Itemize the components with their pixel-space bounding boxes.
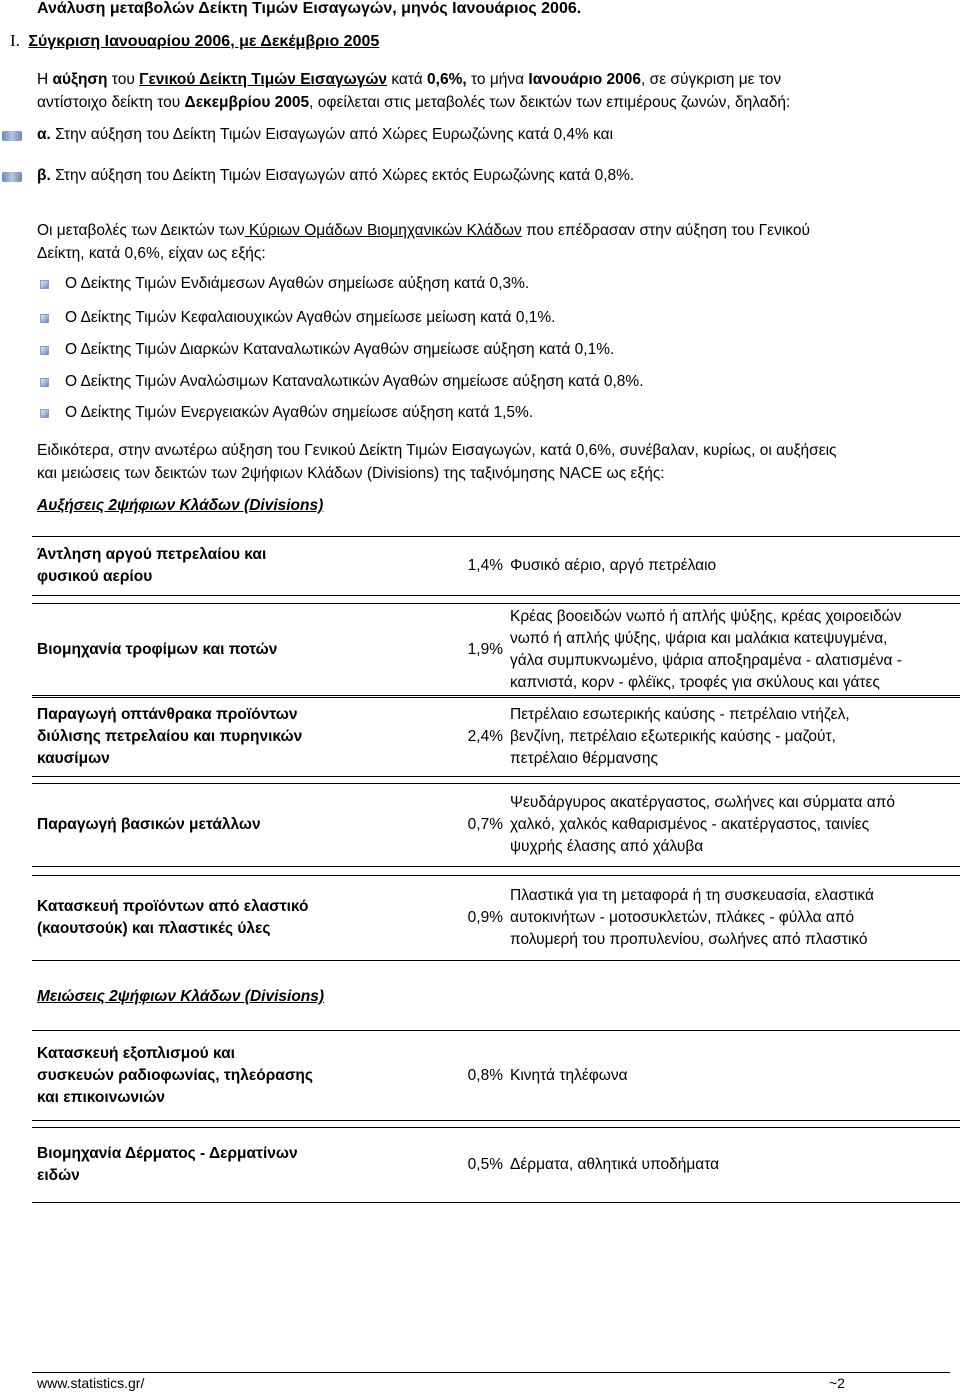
table-row — [32, 784, 960, 867]
specific-paragraph: Ειδικότερα, στην ανωτέρω αύξηση του Γενικού Δείκτη Τιμών Εισαγωγών, κατά 0,6%, συνέβαλαν, κυρίως, οι αυξήσεις και μειώσεις των δεικτών των 2ψήφιων Κλάδων (Divisions) της ταξινόμησης NACE ως εξής: — [37, 442, 837, 482]
section-numeral: I. — [10, 31, 20, 50]
intro-paragraph — [37, 68, 957, 114]
list-item: Ο Δείκτης Τιμών Κεφαλαιουχικών Αγαθών σημείωσε μείωση κατά 0,1%. — [37, 309, 937, 327]
division-desc: Πλαστικά για τη μεταφορά ή τη συσκευασία, ελαστικά αυτοκινήτων - μοτοσυκλετών, πλάκες - φύλλα από πολυμερή του προπυλενίου, σωλήνες από πλαστικό — [506, 876, 960, 961]
bullet-icon — [2, 172, 22, 182]
section-heading — [10, 31, 379, 51]
division-pct: 0,8% — [437, 1031, 506, 1121]
division-name: Βιομηχανία Δέρματος - Δερματίνων ειδών — [32, 1128, 437, 1203]
bullet-icon — [40, 346, 49, 355]
intro-line-1: Η αύξηση του Γενικού Δείκτη Τιμών Εισαγωγών κατά 0,6%, το μήνα Ιανουάριο 2006, σε σύγκριση με τον — [37, 71, 782, 88]
table-row — [32, 1128, 960, 1203]
table-row — [32, 1031, 960, 1121]
division-desc: Κινητά τηλέφωνα — [506, 1031, 960, 1121]
list-item: Ο Δείκτης Τιμών Διαρκών Καταναλωτικών Αγαθών σημείωσε αύξηση κατά 0,1%. — [37, 341, 937, 359]
division-pct: 2,4% — [437, 698, 506, 777]
division-name: Άντληση αργού πετρελαίου και φυσικού αερίου — [32, 537, 437, 596]
division-pct: 1,4% — [437, 537, 506, 596]
division-pct: 0,5% — [437, 1128, 506, 1203]
bullet-icon — [40, 314, 49, 323]
division-desc: Ψευδάργυρος ακατέργαστος, σωλήνες και σύρματα από χαλκό, χαλκός καθαρισμένος - ακατέργαστος, ταινίες ψυχρής έλασης από χάλυβα — [506, 784, 960, 867]
division-pct: 0,9% — [437, 876, 506, 961]
table-row — [32, 698, 960, 777]
division-pct: 1,9% — [437, 604, 506, 696]
division-pct: 0,7% — [437, 784, 506, 867]
division-desc: Δέρματα, αθλητικά υποδήματα — [506, 1128, 960, 1203]
page-title: Ανάλυση μεταβολών Δείκτη Τιμών Εισαγωγών, μηνός Ιανουάριος 2006. — [37, 0, 582, 17]
table-row — [32, 876, 960, 961]
table-row — [32, 604, 960, 696]
page-number: ~2 — [829, 1375, 845, 1391]
list-item: Ο Δείκτης Τιμών Αναλώσιμων Καταναλωτικών Αγαθών σημείωσε αύξηση κατά 0,8%. — [37, 373, 937, 391]
increases-heading: Αυξήσεις 2ψήφιων Κλάδων (Divisions) — [37, 497, 324, 514]
division-desc: Κρέας βοοειδών νωπό ή απλής ψύξης, κρέας χοιροειδών νωπό ή απλής ψύξης, ψάρια και μαλάκια κατεψυγμένα, γάλα συμπυκνωμένο, ψάρια αποξηραμένα - αλατισμένα - καπνιστά, κορν - φλέϊκς, τροφές για σκύλους και γάτες — [506, 604, 960, 696]
bullet-icon — [40, 378, 49, 387]
division-name: Βιομηχανία τροφίμων και ποτών — [32, 604, 437, 696]
bullet-icon — [40, 409, 49, 418]
decreases-heading: Μειώσεις 2ψήφιων Κλάδων (Divisions) — [37, 988, 325, 1005]
section-title: Σύγκριση Ιανουαρίου 2006, με Δεκέμβριο 2005 — [28, 33, 380, 50]
division-name: Κατασκευή εξοπλισμού και συσκευών ραδιοφωνίας, τηλεόρασης και επικοινωνιών — [32, 1031, 437, 1121]
division-name: Παραγωγή οπτάνθρακα προϊόντων διύλισης πετρελαίου και πυρηνικών καυσίμων — [32, 698, 437, 777]
division-name: Κατασκευή προϊόντων από ελαστικό (καουτσούκ) και πλαστικές ύλες — [32, 876, 437, 961]
decreases-table — [32, 1030, 960, 1203]
footer-url: www.statistics.gr/ — [37, 1375, 145, 1391]
bullet-icon — [40, 280, 49, 289]
table-row — [32, 537, 960, 596]
list-item: Ο Δείκτης Τιμών Ενδιάμεσων Αγαθών σημείωσε αύξηση κατά 0,3%. — [37, 275, 937, 293]
list-item: Ο Δείκτης Τιμών Ενεργειακών Αγαθών σημείωσε αύξηση κατά 1,5%. — [37, 404, 937, 422]
mig-paragraph: Οι μεταβολές των Δεικτών των Κύριων Ομάδων Βιομηχανικών Κλάδων που επέδρασαν στην αύξηση του Γενικού Δείκτη, κατά 0,6%, είχαν ως εξής: — [37, 222, 810, 262]
intro-line-2: αντίστοιχο δείκτη του Δεκεμβρίου 2005, οφείλεται στις μεταβολές των δεικτών των επιμέρους ζωνών, δηλαδή: — [37, 94, 791, 111]
bullet-icon — [2, 131, 22, 141]
division-name: Παραγωγή βασικών μετάλλων — [32, 784, 437, 867]
footer-rule — [32, 1372, 950, 1373]
division-desc: Πετρέλαιο εσωτερικής καύσης - πετρέλαιο ντήζελ, βενζίνη, πετρέλαιο εξωτερικής καύσης - μαζούτ, πετρέλαιο θέρμανσης — [506, 698, 960, 777]
increases-table — [32, 536, 960, 961]
division-desc: Φυσικό αέριο, αργό πετρέλαιο — [506, 537, 960, 596]
